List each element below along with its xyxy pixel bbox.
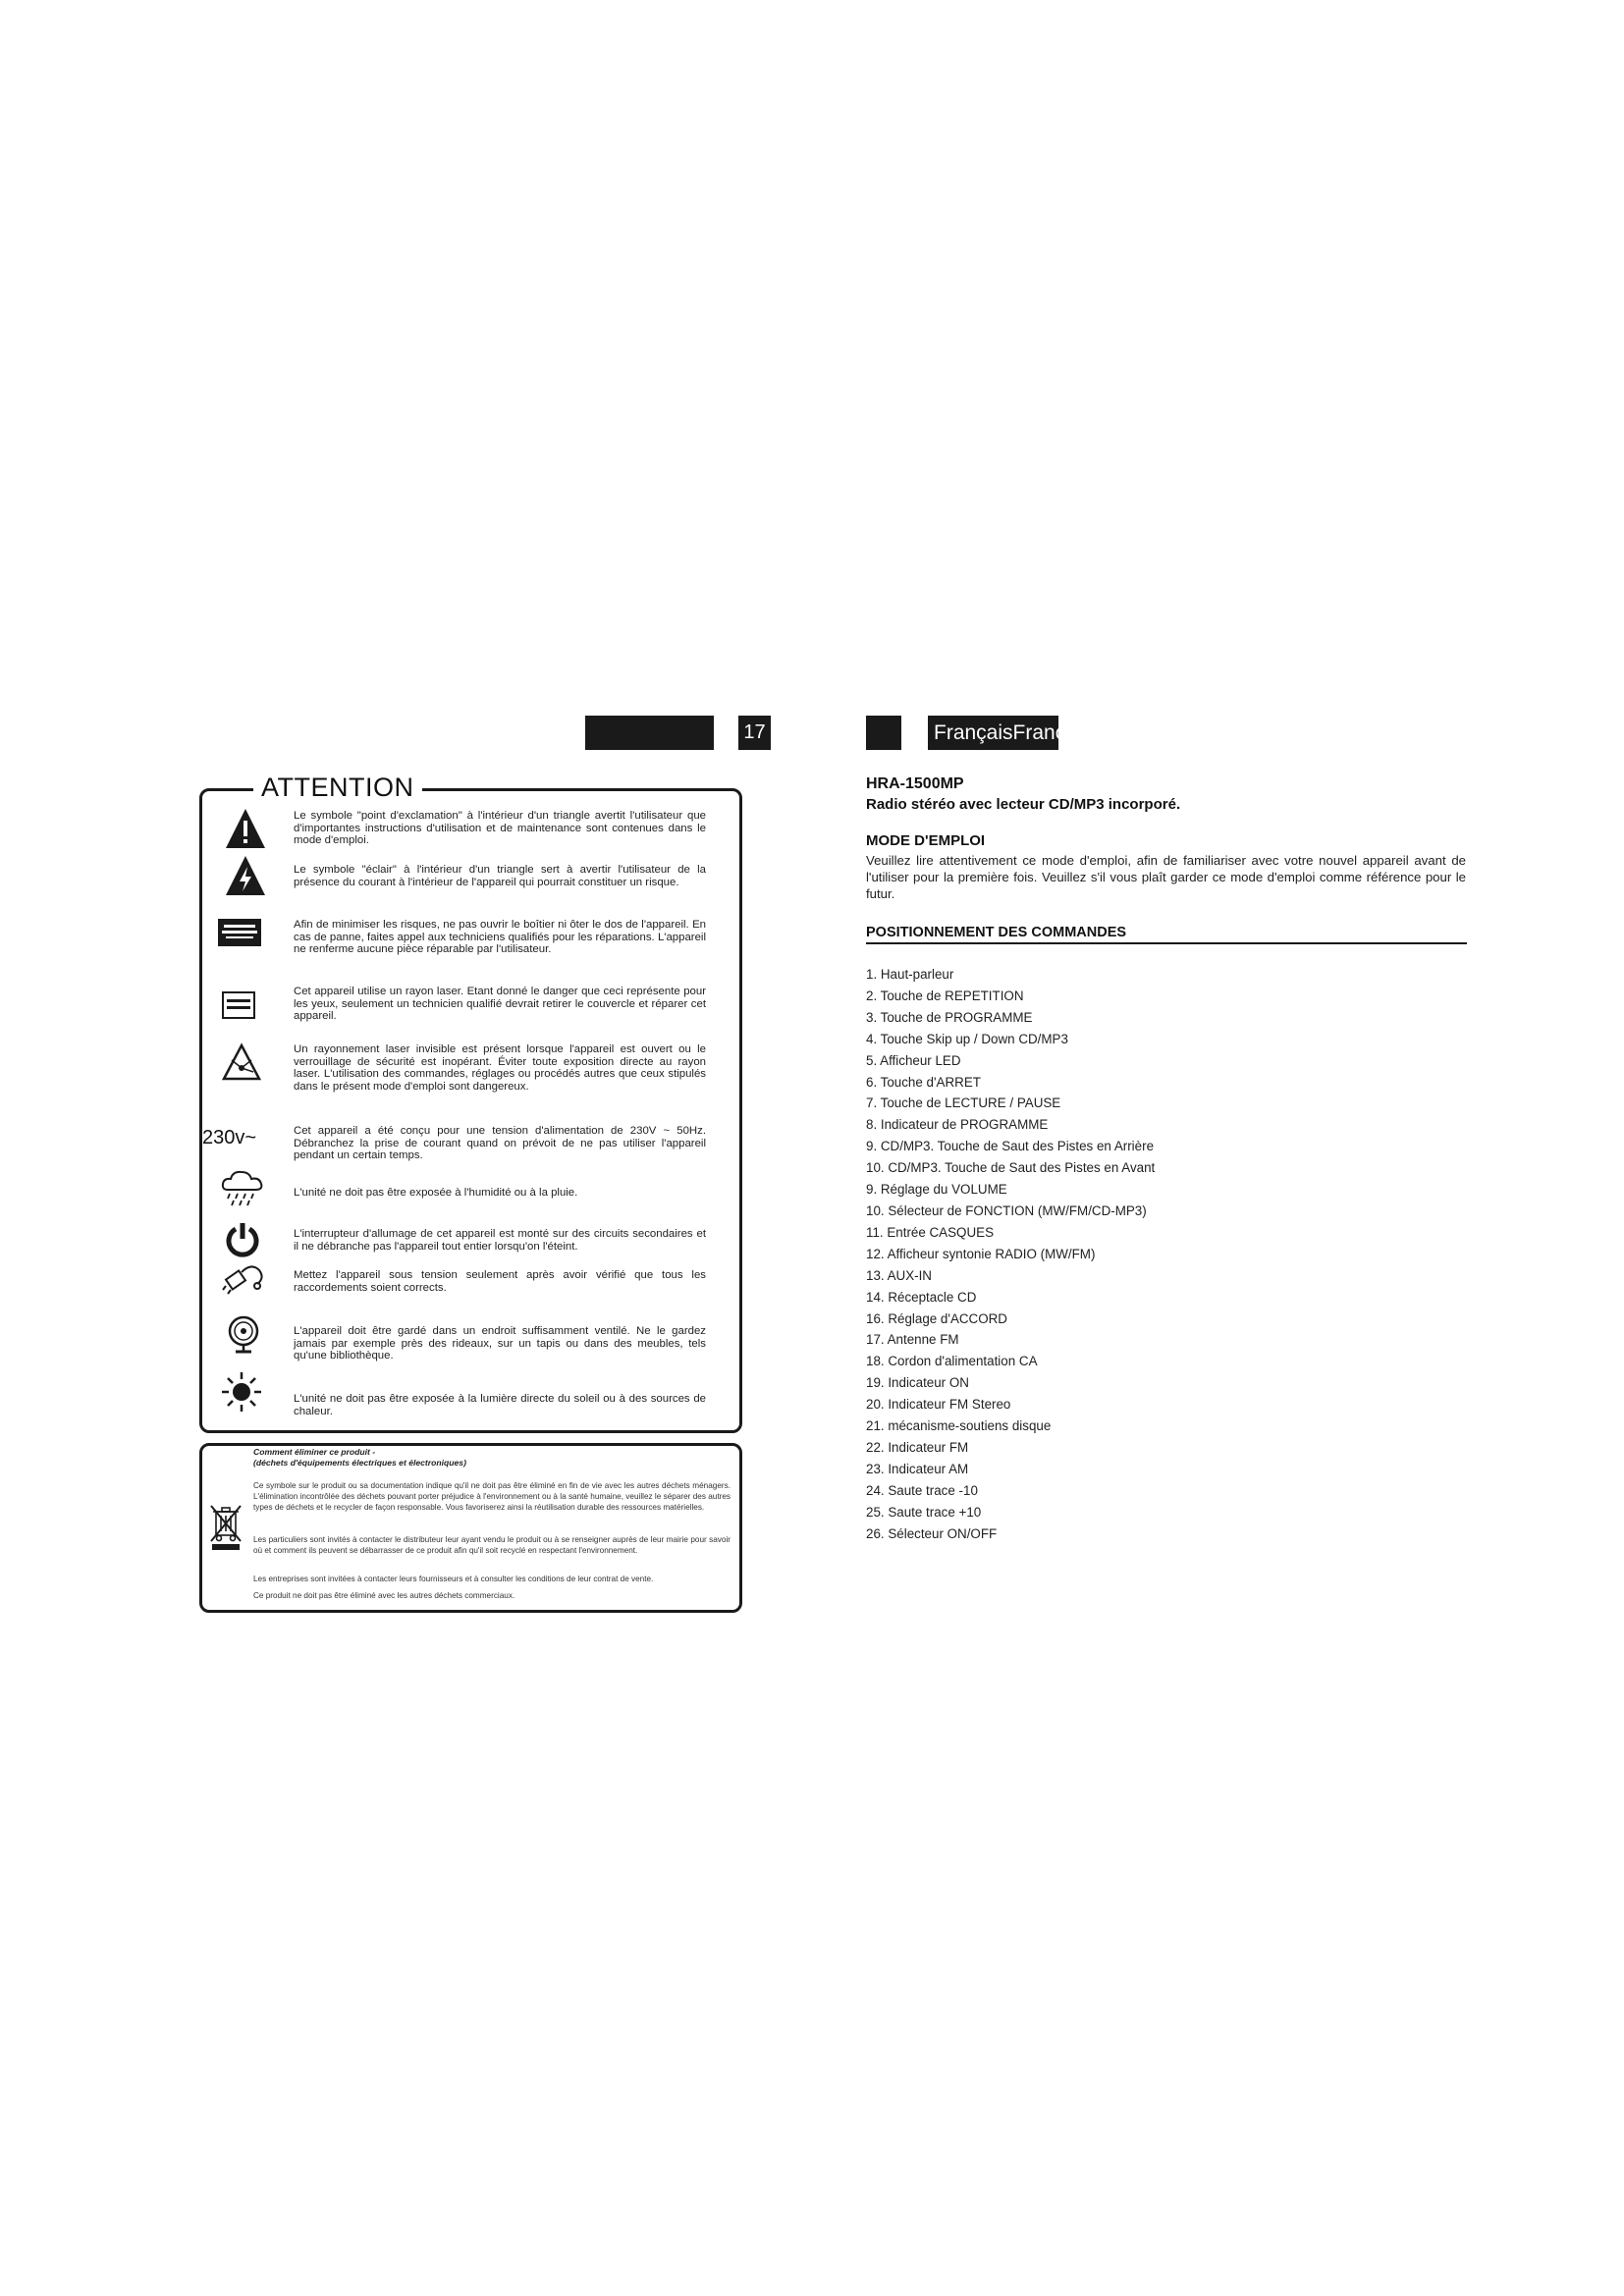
disposal-heading: Comment éliminer ce produit - — [253, 1447, 376, 1457]
caution-label-icon — [218, 919, 261, 946]
list-item: 21. mécanisme-soutiens disque — [866, 1418, 1052, 1434]
list-item: 25. Saute trace +10 — [866, 1504, 982, 1520]
warning-text-connections: Mettez l'appareil sous tension seulement après avoir vérifié que tous les raccordements soient corrects. — [294, 1269, 706, 1294]
sun-icon — [220, 1370, 263, 1414]
header-bar-left — [585, 716, 714, 750]
product-subtitle: Radio stéréo avec lecteur CD/MP3 incorporé. — [866, 796, 1181, 813]
list-item: 5. Afficheur LED — [866, 1052, 961, 1068]
class1-laser-label-icon — [222, 991, 255, 1019]
list-item: 16. Réglage d'ACCORD — [866, 1310, 1007, 1326]
warning-text-sunlight: L'unité ne doit pas être exposée à la lumière directe du soleil ou à des sources de chaleur. — [294, 1393, 706, 1417]
disposal-box — [199, 1443, 742, 1613]
disposal-paragraph-2: Les particuliers sont invités à contacter le distributeur leur ayant vendu le produit ou à se renseigner auprès de leur mairie pour savoir où et comment ils peuvent se débarrasser de ce produit afin qu'il soit recyclé en respectant l'environnement. — [253, 1535, 731, 1555]
list-item: 10. CD/MP3. Touche de Saut des Pistes en Avant — [866, 1160, 1156, 1176]
header-square — [866, 716, 901, 750]
warning-text-exclamation: Le symbole "point d'exclamation" à l'intérieur d'un triangle avertit l'utilisateur que d'importantes instructions d'utilisation et de maintenance sont contenues dans le mode d'emploi. — [294, 810, 706, 847]
language-tab: FrançaisFrançais — [928, 716, 1058, 750]
mode-emploi-text: Veuillez lire attentivement ce mode d'emploi, afin de familiariser avec votre nouvel appareil avant de l'utiliser pour la première fois. Veuillez s'il vous plaît garder ce mode d'emploi comme référence pour le futur. — [866, 853, 1466, 901]
list-item: 2. Touche de REPETITION — [866, 988, 1024, 1003]
disposal-paragraph-4: Ce produit ne doit pas être éliminé avec les autres déchets commerciaux. — [253, 1591, 515, 1600]
list-item: 11. Entrée CASQUES — [866, 1224, 994, 1240]
warning-text-ventilation: L'appareil doit être gardé dans un endroit suffisamment ventilé. Ne le gardez jamais par exemple près des rideaux, sur un tapis ou dans des meubles, tels qu'une bibliothèque. — [294, 1325, 706, 1362]
disposal-paragraph-1: Ce symbole sur le produit ou sa documentation indique qu'il ne doit pas être éliminé en fin de vie avec les autres déchets ménagers. L'élimination incontrôlée des déchets pouvant porter préjudice à l'environnement ou à la santé humaine, veuillez le séparer des autres types de déchets et le recycler de façon responsable. Vous favoriserez ainsi la réutilisation durable des ressources matérielles. — [253, 1481, 731, 1512]
list-item: 13. AUX-IN — [866, 1267, 932, 1283]
list-item: 20. Indicateur FM Stereo — [866, 1397, 1011, 1413]
model-title: HRA-1500MP — [866, 775, 964, 792]
list-item: 23. Indicateur AM — [866, 1461, 969, 1476]
fan-icon — [226, 1315, 261, 1355]
list-item: 9. Réglage du VOLUME — [866, 1182, 1007, 1198]
list-item: 17. Antenne FM — [866, 1332, 959, 1348]
laser-triangle-icon — [222, 1042, 261, 1082]
warning-text-laser: Cet appareil utilise un rayon laser. Etant donné le danger que ceci représente pour les yeux, seulement un technicien qualifié devrait retirer le couvercle et réparer cet appareil. — [294, 986, 706, 1023]
disposal-paragraph-3: Les entreprises sont invitées à contacter leurs fournisseurs et à consulter les conditions de leur contrat de vente. — [253, 1575, 654, 1583]
mode-emploi-heading: MODE D'EMPLOI — [866, 832, 986, 849]
list-item: 26. Sélecteur ON/OFF — [866, 1525, 998, 1541]
list-item: 9. CD/MP3. Touche de Saut des Pistes en Arrière — [866, 1139, 1155, 1154]
list-item: 4. Touche Skip up / Down CD/MP3 — [866, 1031, 1068, 1046]
list-item: 24. Saute trace -10 — [866, 1482, 978, 1498]
page-number: 17 — [738, 716, 771, 750]
list-item: 19. Indicateur ON — [866, 1375, 969, 1391]
list-item: 10. Sélecteur de FONCTION (MW/FM/CD-MP3) — [866, 1202, 1147, 1218]
power-icon — [224, 1221, 261, 1258]
list-item: 7. Touche de LECTURE / PAUSE — [866, 1095, 1061, 1111]
plug-icon — [222, 1258, 267, 1300]
warning-text-humidity: L'unité ne doit pas être exposée à l'humidité ou à la pluie. — [294, 1187, 578, 1199]
list-item: 14. Réceptacle CD — [866, 1289, 977, 1305]
exclamation-triangle-icon — [224, 807, 267, 850]
crossed-bin-icon — [208, 1504, 244, 1551]
list-item: 12. Afficheur syntonie RADIO (MW/FM) — [866, 1246, 1096, 1261]
warning-text-lightning: Le symbole "éclair" à l'intérieur d'un triangle sert à avertir l'utilisateur de la présence du courant à l'intérieur de l'appareil qui pourrait constituer un risque. — [294, 864, 706, 888]
section-divider — [866, 942, 1467, 944]
warning-text-caution: Afin de minimiser les risques, ne pas ouvrir le boîtier ni ôter le dos de l'appareil. En cas de panne, faites appel aux techniciens qualifiés pour les réparations. L'appareil ne renferme aucune pièce réparable par l'utilisateur. — [294, 919, 706, 956]
list-item: 22. Indicateur FM — [866, 1439, 969, 1455]
warning-text-power-switch: L'interrupteur d'allumage de cet appareil est monté sur des circuits secondaires et il ne débranche pas l'appareil tout entier lorsqu'on l'éteint. — [294, 1228, 706, 1253]
rain-cloud-icon — [218, 1168, 267, 1207]
warning-text-invisible-laser: Un rayonnement laser invisible est présent lorsque l'appareil est ouvert ou le verrouillage de sécurité est inopérant. Éviter toute exposition directe au rayon laser. L'utilisation des commandes, réglages ou procédés autres que ceux stipulés dans le présent mode d'emploi sont dangereux. — [294, 1043, 706, 1093]
voltage-icon: 230v~ — [202, 1127, 257, 1148]
list-item: 8. Indicateur de PROGRAMME — [866, 1117, 1049, 1133]
warning-text-voltage: Cet appareil a été conçu pour une tension d'alimentation de 230V ~ 50Hz. Débranchez la prise de courant quand on prévoit de ne pas utiliser l'appareil pendant un certain temps. — [294, 1125, 706, 1162]
list-item: 18. Cordon d'alimentation CA — [866, 1354, 1038, 1369]
list-item: 3. Touche de PROGRAMME — [866, 1009, 1033, 1025]
controls-list — [866, 964, 1155, 1544]
disposal-subheading: (déchets d'équipements électriques et électroniques) — [253, 1458, 466, 1468]
attention-title: ATTENTION — [253, 773, 422, 802]
list-item: 1. Haut-parleur — [866, 967, 954, 982]
positionnement-heading: POSITIONNEMENT DES COMMANDES — [866, 925, 1127, 940]
list-item: 6. Touche d'ARRET — [866, 1074, 981, 1090]
lightning-triangle-icon — [224, 854, 267, 897]
